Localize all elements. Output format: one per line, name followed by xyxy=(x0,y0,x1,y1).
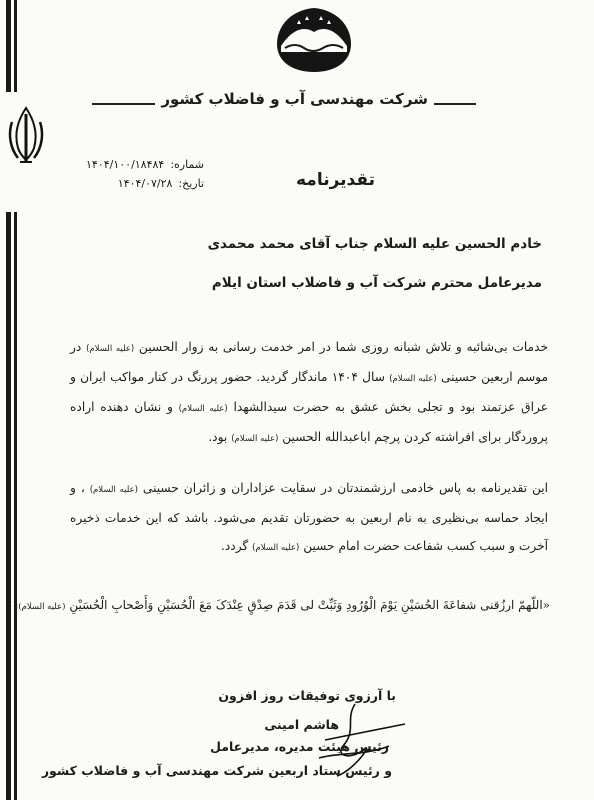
date-row xyxy=(86,174,204,193)
signer-position-1: رئیس هیئت مدیره، مدیرعامل xyxy=(210,739,389,754)
p1-honorific-2: (علیه السلام) xyxy=(389,374,437,384)
body-paragraph-1 xyxy=(70,333,548,453)
p1-text-a: خدمات بی‌شائبه و تلاش شبانه روزی شما در امر خدمت رسانی به زوار الحسین xyxy=(138,340,548,354)
signer-name: هاشم امینی xyxy=(264,717,339,732)
p1-text-g: و نشان دهنده اراده پروردگار برای افراشته کردن پرچم اباعبدالله الحسین xyxy=(70,400,548,444)
p1-text-c: در موسم اربعین حسینی xyxy=(70,340,548,384)
date-label: تاریخ: xyxy=(178,177,205,190)
prayer-quote xyxy=(13,598,550,612)
date-value: ۱۴۰۴/۰۷/۲۸ xyxy=(117,177,173,190)
p2-honorific-1: (علیه السلام) xyxy=(89,485,138,495)
p1-honorific-4: (علیه السلام) xyxy=(231,434,279,444)
iran-emblem-icon xyxy=(4,100,48,172)
closing-text: با آرزوی توفیقات روز افزون xyxy=(218,688,396,703)
letter-meta xyxy=(86,155,204,193)
p2-honorific-2: (علیه السلام) xyxy=(252,543,300,553)
recipient-line-2: مدیرعامل محترم شرکت آب و فاضلاب استان ایلام xyxy=(211,275,542,291)
p2-text-c: ، و ایجاد حماسه بی‌نظیری به نام اربعین به حضورتان تقدیم می‌شود. باشد که این خدمات ذخیره آخرت و سبب کسب شفاعت حضرت امام حسین xyxy=(70,481,548,553)
p1-text-e: سال ۱۴۰۴ ماندگار گردید. حضور پررنگ در کنار مواکب ایران و عراق عزتمند بود و تجلی بخش عشق به حضرت سیدالشهدا xyxy=(70,370,548,414)
p2-text-a: این تقدیرنامه به پاس خادمی ارزشمندتان در سقایت عزاداران و زائران حسینی xyxy=(142,481,549,495)
quote-honorific: (علیه السلام)» xyxy=(13,602,66,612)
number-row xyxy=(86,155,204,174)
quote-text: «اللّهمّ ارزُقنی شفاعَةَ الحُسَیْنِ یَوْمَ الْوُرُودِ وَثَبِّتْ لی قَدَمَ صِدْقٍ عِنْدَکَ مَعَ الْحُسَیْنِ وَأَصْحابِ الْحُسَیْنِ xyxy=(69,598,550,612)
document-title: تقدیرنامه xyxy=(296,170,375,190)
number-value: ۱۴۰۴/۱۰۰/۱۸۴۸۴ xyxy=(86,158,165,171)
p1-honorific-3: (علیه السلام) xyxy=(178,404,228,414)
p1-honorific-1: (علیه السلام) xyxy=(86,344,135,354)
p1-text-i: بود. xyxy=(208,430,228,444)
water-company-logo-icon xyxy=(271,6,357,74)
company-name: شرکت مهندسی آب و فاضلاب کشور xyxy=(155,90,434,108)
p2-text-e: گردد. xyxy=(220,539,249,553)
number-label: شماره: xyxy=(170,158,205,171)
body-paragraph-2 xyxy=(70,474,548,562)
signer-position-2: و رئیس ستاد اربعین شرکت مهندسی آب و فاضلاب کشور xyxy=(41,763,392,778)
recipient-line-1: خادم الحسین علیه السلام جناب آقای محمد محمدی xyxy=(207,236,542,252)
